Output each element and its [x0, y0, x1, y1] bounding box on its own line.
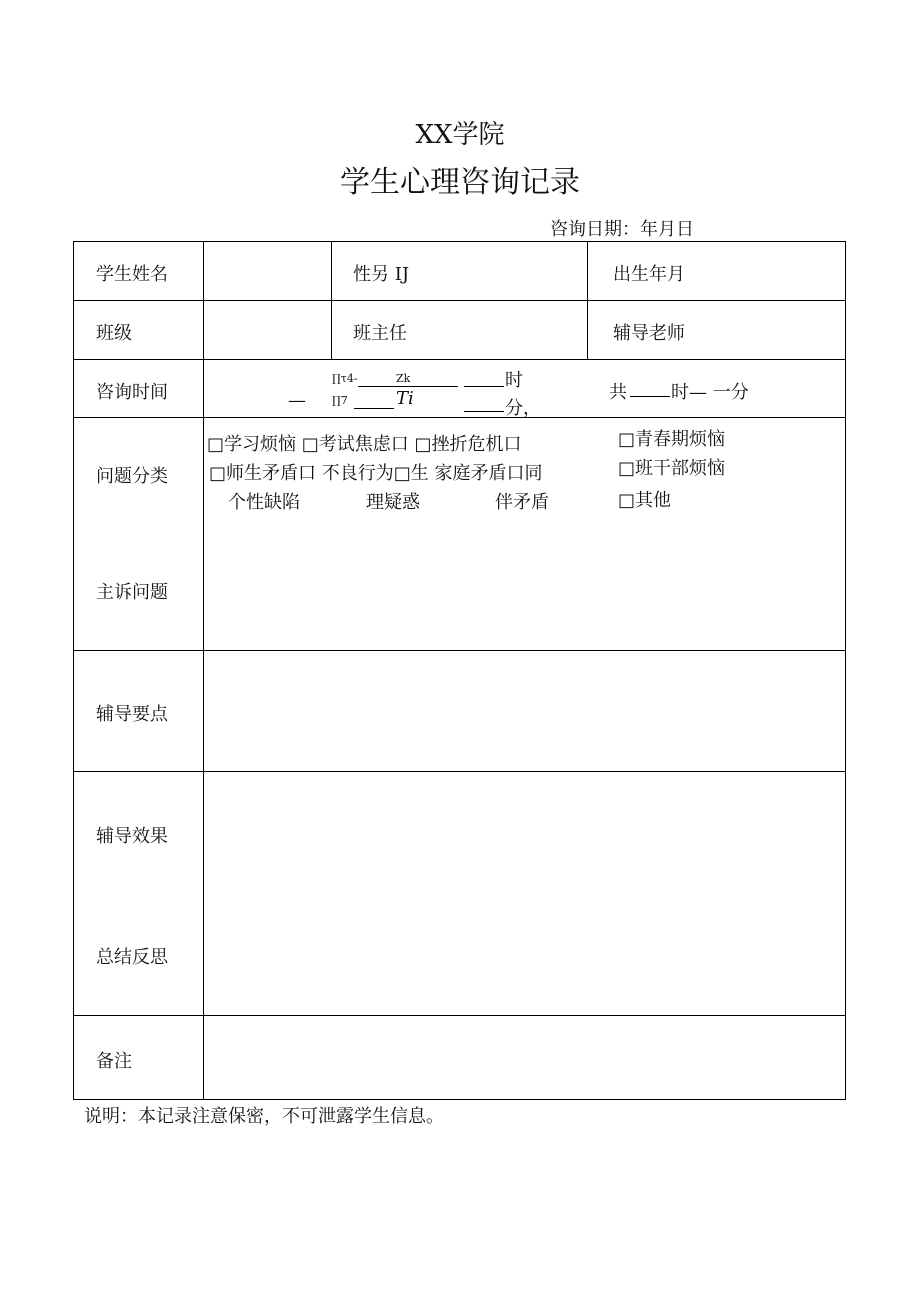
- confidentiality-note: 说明：本记录注意保密，不可泄露学生信息。: [84, 1106, 444, 1127]
- label-birth: 出生年月: [613, 264, 685, 285]
- form-title: 学生心理咨询记录: [340, 165, 580, 200]
- row-line-top: [73, 241, 846, 242]
- total-label: 共: [609, 382, 627, 403]
- time-frag-1: ∏τ4-: [332, 372, 358, 385]
- total-underline: [630, 382, 670, 397]
- label-gender: 性另 IJ: [353, 264, 410, 285]
- row-line-1: [73, 300, 846, 301]
- label-guidance-points: 辅导要点: [96, 704, 168, 725]
- category-line-1: □学习烦恼 □考试焦虑口 □挫折危机口: [207, 434, 522, 455]
- category-line-3c: 伴矛盾: [495, 492, 549, 513]
- label-student-name: 学生姓名: [96, 264, 168, 285]
- label-consult-time: 咨询时间: [96, 382, 168, 403]
- time-underline-2: [464, 372, 504, 387]
- time-frag-5: Ti: [396, 388, 414, 409]
- label-main-complaint: 主诉问题: [96, 582, 168, 603]
- time-frag-4: ∏7: [332, 394, 348, 407]
- category-class-leader: □班干部烦恼: [618, 458, 726, 479]
- category-line-3a: 个性缺陷: [228, 492, 300, 513]
- consult-date-label: 咨询日期：年月日: [550, 219, 694, 240]
- time-minute-unit: 分，: [505, 398, 541, 419]
- time-underline-4: [464, 397, 504, 412]
- col-divider-label: [203, 241, 204, 1100]
- table-border-right: [845, 241, 846, 1100]
- category-other: □其他: [618, 490, 672, 511]
- row-line-5: [73, 771, 846, 772]
- time-underline-3: [354, 394, 394, 409]
- label-remarks: 备注: [96, 1051, 132, 1072]
- table-border-left: [73, 241, 74, 1100]
- label-summary: 总结反思: [96, 947, 168, 968]
- institution-name: XX学院: [415, 120, 505, 150]
- category-line-3b: 理疑惑: [366, 492, 420, 513]
- time-hour-unit: 时: [505, 370, 523, 391]
- row-line-3: [73, 417, 846, 418]
- label-head-teacher: 班主任: [353, 323, 407, 344]
- label-problem-category: 问题分类: [96, 466, 168, 487]
- category-line-2: □师生矛盾口 不良行为□生 家庭矛盾口同: [209, 463, 543, 484]
- label-guidance-effect: 辅导效果: [96, 826, 168, 847]
- label-class: 班级: [96, 323, 132, 344]
- row-line-4: [73, 650, 846, 651]
- row-line-6: [73, 1015, 846, 1016]
- category-adolescence: □青春期烦恼: [618, 429, 726, 450]
- label-counselor: 辅导老师: [613, 323, 685, 344]
- total-units: 时— 一分: [671, 382, 749, 403]
- row-line-bottom: [73, 1099, 846, 1100]
- row-line-2: [73, 359, 846, 360]
- time-dash: —: [288, 390, 306, 411]
- time-frag-2: Zk: [396, 372, 411, 385]
